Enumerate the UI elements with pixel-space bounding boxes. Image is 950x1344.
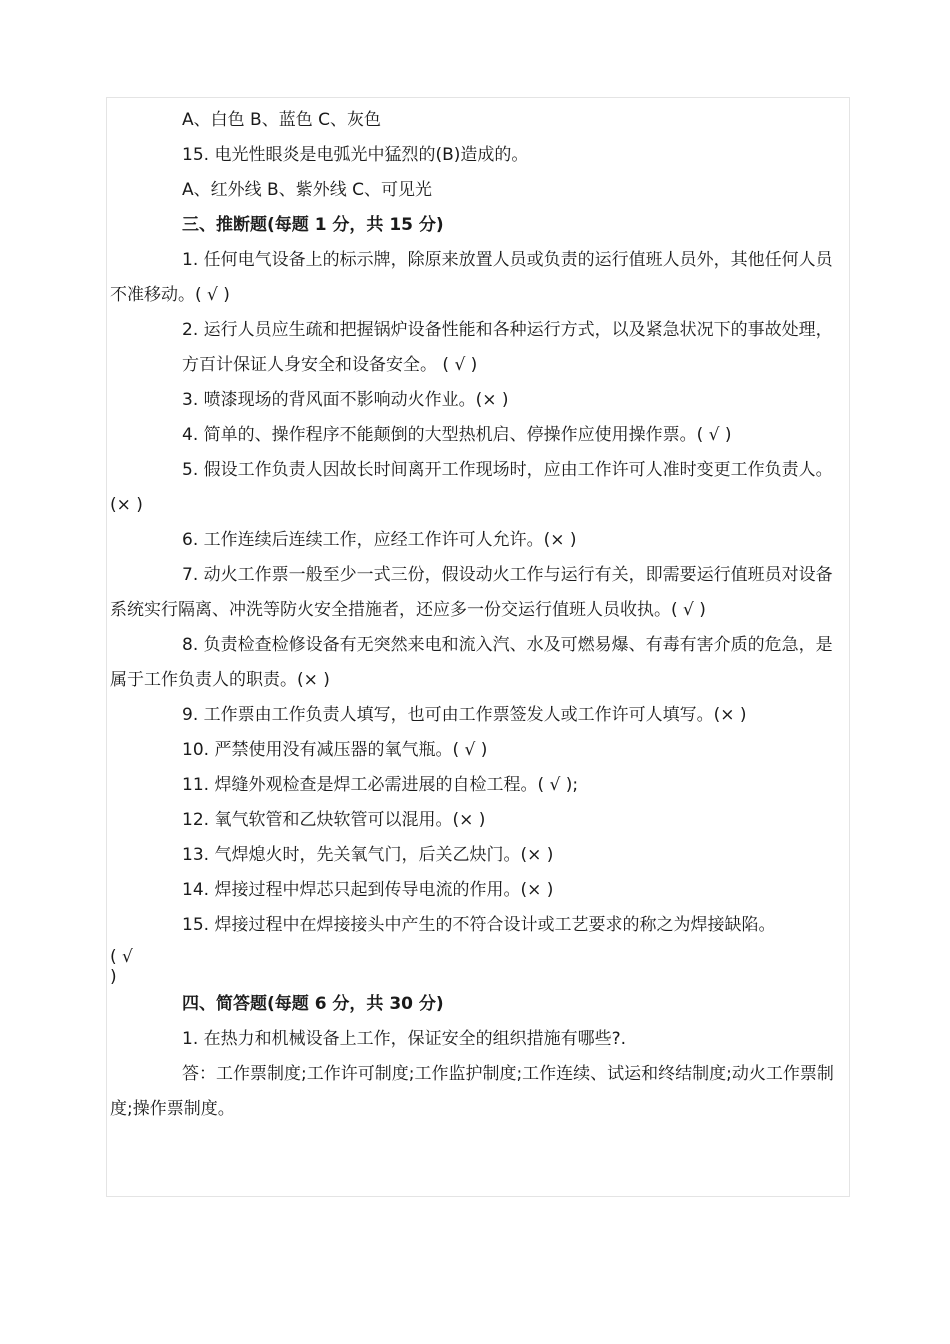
judgement-item-2: 2. 运行人员应生疏和把握锅炉设备性能和各种运行方式，以及紧急状况下的事故处理， [182, 320, 833, 340]
section-heading-judgement: 三、推断题(每题 1 分，共 15 分) [182, 215, 444, 235]
judgement-item-15: 15. 焊接过程中在焊接接头中产生的不符合设计或工艺要求的称之为焊接缺陷。 [182, 915, 776, 935]
document-body [110, 103, 846, 1127]
judgement-item-4: 4. 简单的、操作程序不能颠倒的大型热机启、停操作应使用操作票。( √ ) [182, 425, 732, 445]
judgement-item-15-answer-close: ) [110, 967, 117, 987]
judgement-item-11: 11. 焊缝外观检查是焊工必需进展的自检工程。( √ ); [182, 775, 579, 795]
judgement-item-10: 10. 严禁使用没有减压器的氧气瓶。( √ ) [182, 740, 488, 760]
judgement-item-1: 1. 任何电气设备上的标示牌，除原来放置人员或负责的运行值班人员外，其他任何人员不准移动。( √ ) [110, 250, 833, 305]
judgement-item-6: 6. 工作连续后连续工作，应经工作许可人允许。(× ) [182, 530, 577, 550]
section-heading-short-answer: 四、简答题(每题 6 分，共 30 分) [182, 994, 444, 1014]
judgement-item-2-cont: 方百计保证人身安全和设备安全。 ( √ ) [182, 355, 478, 375]
judgement-item-12: 12. 氧气软管和乙炔软管可以混用。(× ) [182, 810, 486, 830]
judgement-item-13: 13. 气焊熄火时，先关氧气门，后关乙炔门。(× ) [182, 845, 554, 865]
options-line: A、红外线 B、紫外线 C、可见光 [182, 180, 432, 200]
judgement-item-5: 5. 假设工作负责人因故长时间离开工作现场时，应由工作许可人准时变更工作负责人。(× ) [110, 460, 833, 515]
judgement-item-7: 7. 动火工作票一般至少一式三份，假设动火工作与运行有关，即需要运行值班员对设备系统实行隔离、冲洗等防火安全措施者，还应多一份交运行值班人员收执。( √ ) [110, 565, 833, 620]
judgement-item-15-answer: ( √ [110, 947, 133, 967]
options-line: A、白色 B、蓝色 C、灰色 [182, 110, 381, 130]
judgement-item-3: 3. 喷漆现场的背风面不影响动火作业。(× ) [182, 390, 509, 410]
judgement-item-14: 14. 焊接过程中焊芯只起到传导电流的作用。(× ) [182, 880, 554, 900]
judgement-item-9: 9. 工作票由工作负责人填写，也可由工作票签发人或工作许可人填写。(× ) [182, 705, 747, 725]
short-answer-question-1: 1. 在热力和机械设备上工作，保证安全的组织措施有哪些?. [182, 1029, 627, 1049]
judgement-item-8: 8. 负责检查检修设备有无突然来电和流入汽、水及可燃易爆、有毒有害介质的危急，是属于工作负责人的职责。(× ) [110, 635, 833, 690]
question-15: 15. 电光性眼炎是电弧光中猛烈的(B)造成的。 [182, 145, 529, 165]
short-answer-answer-1: 答：工作票制度;工作许可制度;工作监护制度;工作连续、试运和终结制度;动火工作票制度;操作票制度。 [110, 1064, 834, 1119]
